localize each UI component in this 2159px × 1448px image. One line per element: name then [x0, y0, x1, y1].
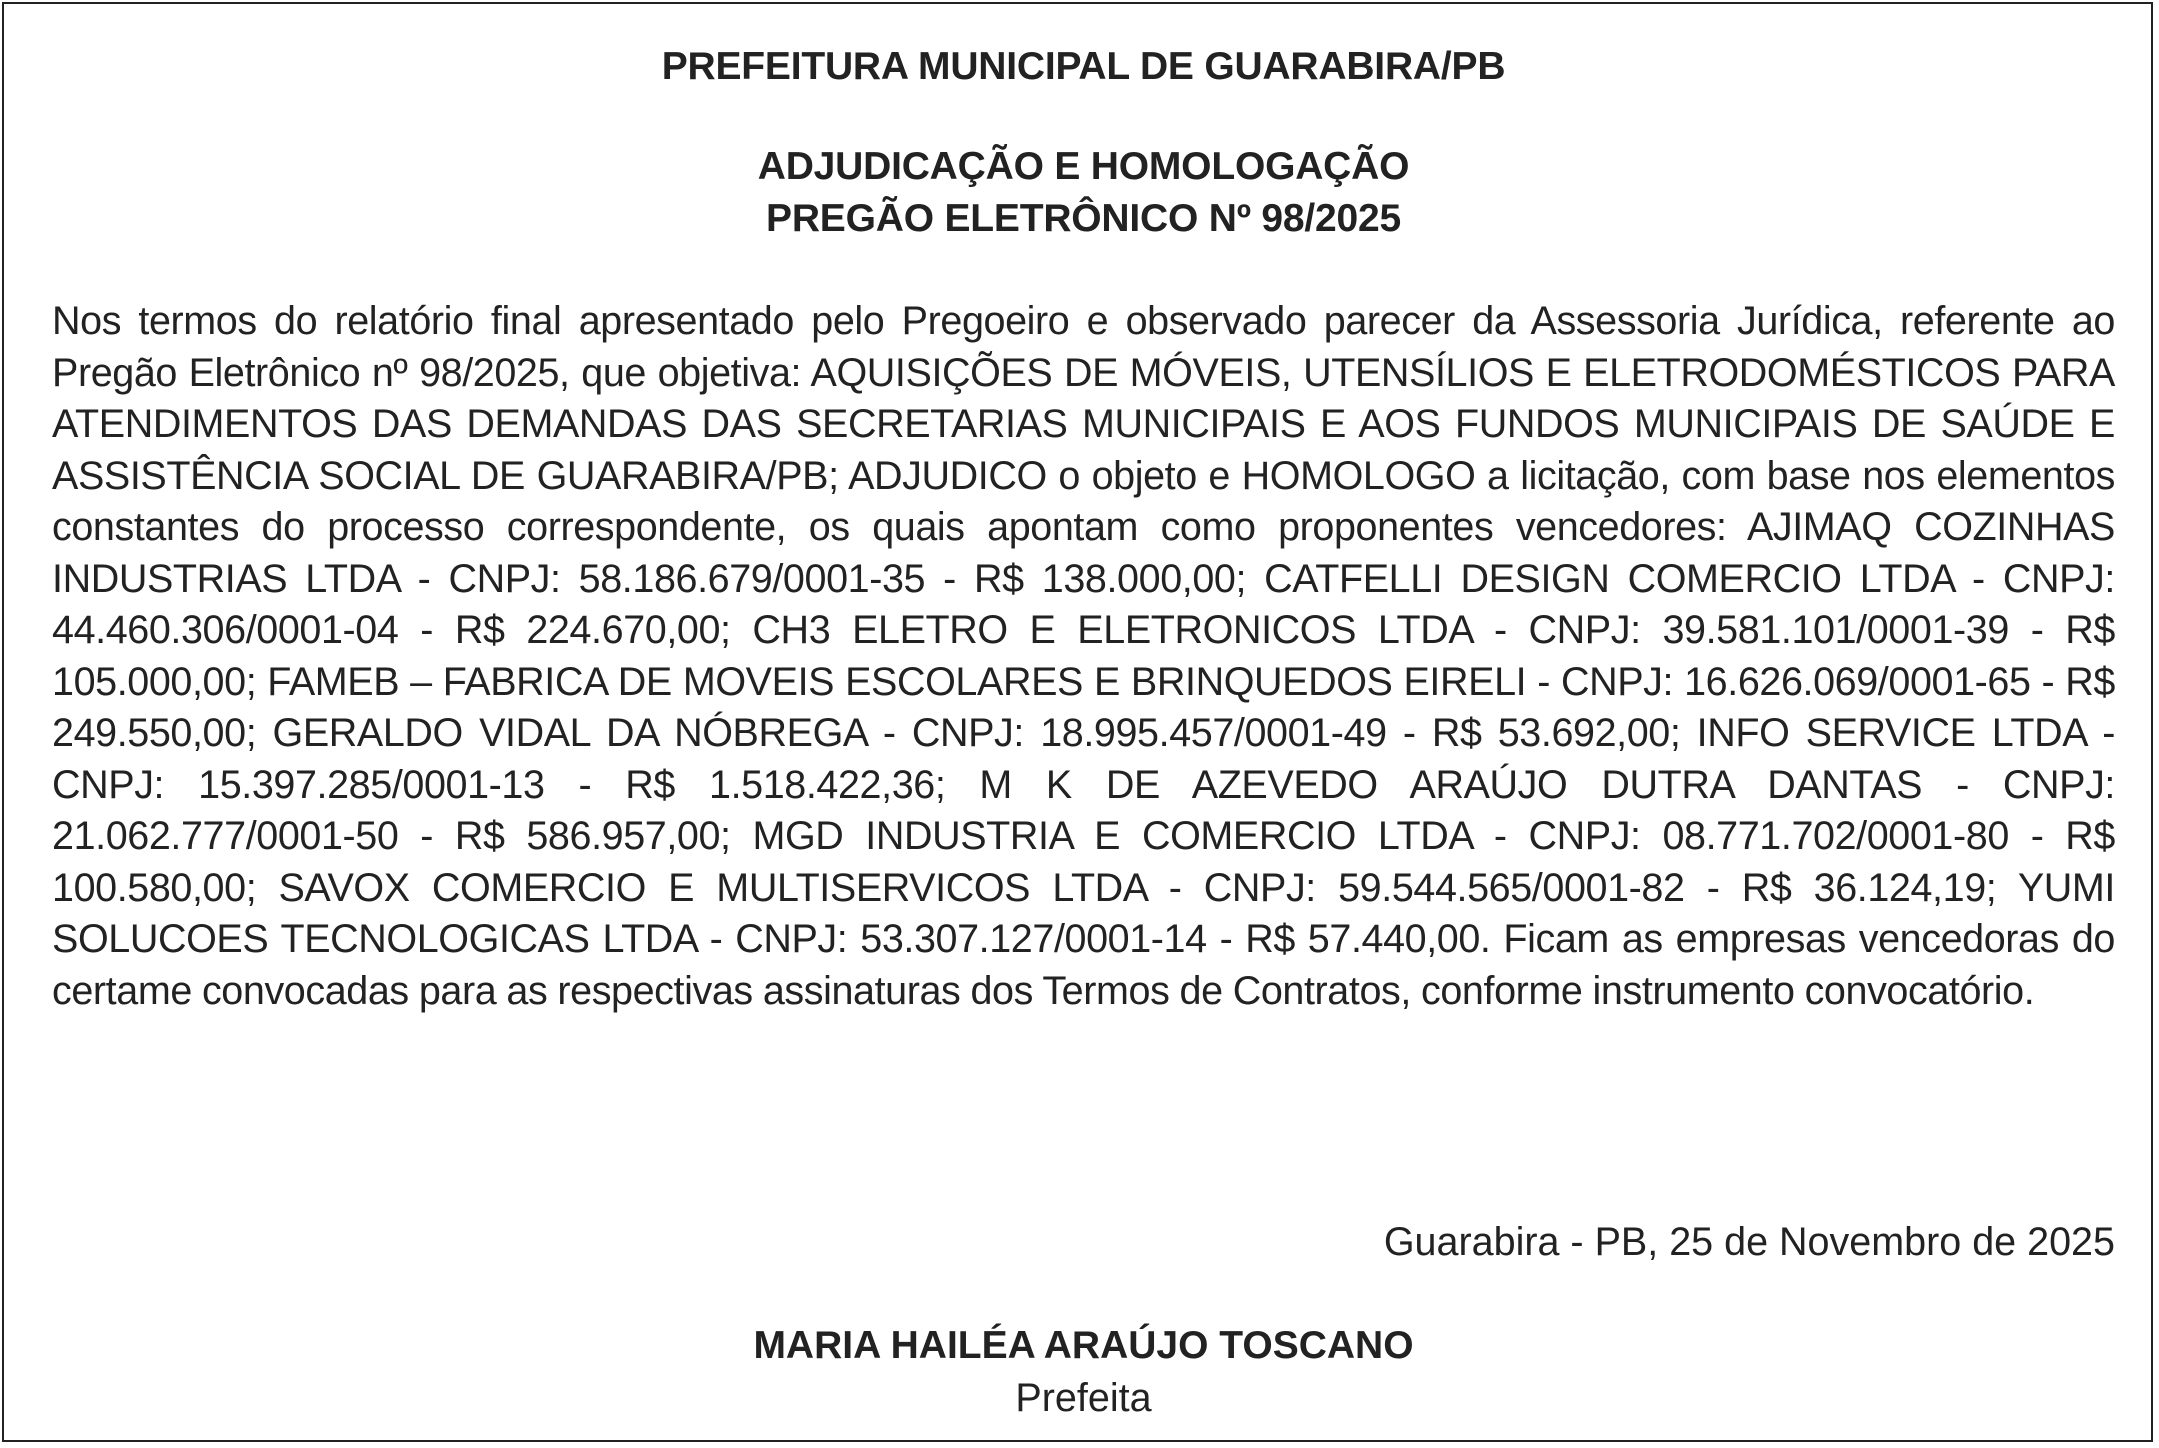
- document-title: ADJUDICAÇÃO E HOMOLOGAÇÃO: [757, 145, 1410, 188]
- signer-name: MARIA HAILÉA ARAÚJO TOSCANO: [753, 1324, 1414, 1367]
- document-subtitle: PREGÃO ELETRÔNICO Nº 98/2025: [766, 197, 1401, 240]
- place-date: Guarabira - PB, 25 de Novembro de 2025: [1383, 1220, 2115, 1264]
- signer-role: Prefeita: [1015, 1376, 1152, 1420]
- organization-heading: PREFEITURA MUNICIPAL DE GUARABIRA/PB: [661, 45, 1506, 88]
- body-paragraph: Nos termos do relatório final apresentado pelo Pregoeiro e observado parecer da Assessoria Jurídica, referente ao Pregão Eletrônico nº 98/2025, que objetiva: AQUISIÇÕES DE MÓVEIS, UTENSÍLIOS E ELETRODOMÉSTICOS PARA ATENDIMENTOS DAS DEMANDAS DAS SECRETARIAS MUNICIPAIS E AOS FUNDOS MUNICIPAIS DE SAÚDE E ASSISTÊNCIA SOCIAL DE GUARABIRA/PB; ADJUDICO o objeto e HOMOLOGO a licitação, com base nos elementos constantes do processo correspondente, os quais apontam como proponentes vencedores: AJIMAQ COZINHAS INDUSTRIAS LTDA - CNPJ: 58.186.679/0001-35 - R$ 138.000,00; CATFELLI DESIGN COMERCIO LTDA - CNPJ: 44.460.306/0001-04 - R$ 224.670,00; CH3 ELETRO E ELETRONICOS LTDA - CNPJ: 39.581.101/0001-39 - R$ 105.000,00; FAMEB – FABRICA DE MOVEIS ESCOLARES E BRINQUEDOS EIRELI - CNPJ: 16.626.069/0001-65 - R$ 249.550,00; GERALDO VIDAL DA NÓBREGA - CNPJ: 18.995.457/0001-49 - R$ 53.692,00; INFO SERVICE LTDA - CNPJ: 15.397.285/0001-13 - R$ 1.518.422,36; M K DE AZEVEDO ARAÚJO DUTRA DANTAS - CNPJ: 21.062.777/0001-50 - R$ 586.957,00; MGD INDUSTRIA E COMERCIO LTDA - CNPJ: 08.771.702/0001-80 - R$ 100.580,00; SAVOX COMERCIO E MULTISERVICOS LTDA - CNPJ: 59.544.565/0001-82 - R$ 36.124,19; YUMI SOLUCOES TECNOLOGICAS LTDA - CNPJ: 53.307.127/0001-14 - R$ 57.440,00. Ficam as empresas vencedoras do certame convocadas para as respectivas assinaturas dos Termos de Contratos, conforme instrumento convocatório.: [52, 299, 2115, 1013]
- document-frame: [2, 2, 2153, 1442]
